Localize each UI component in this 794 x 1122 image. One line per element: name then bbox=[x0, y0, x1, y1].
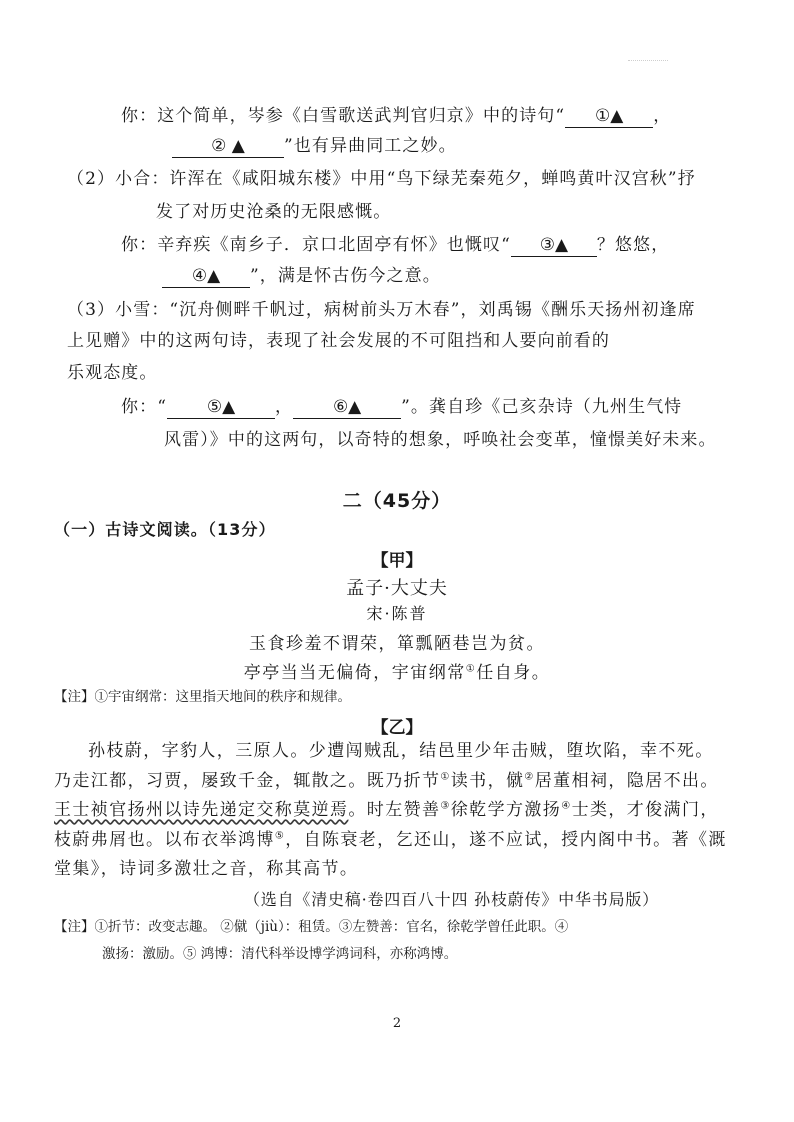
answer-blank-3[interactable]: ③▲ bbox=[511, 234, 597, 257]
q1-line-1: 你：这个简单，岑参《白雪歌送武判官归京》中的诗句“ ①▲ ， bbox=[121, 106, 672, 126]
answer-blank-1[interactable]: ①▲ bbox=[565, 105, 653, 128]
subsection-title: （一）古诗文阅读。（13分） bbox=[54, 520, 276, 539]
section-title: 二（45分） bbox=[342, 490, 452, 512]
page-number: 2 bbox=[392, 1016, 402, 1031]
q2-line-4: ④▲ ”，满是怀古伤今之意。 bbox=[162, 264, 441, 288]
q2-line-3: 你：辛弃疾《南乡子．京口北固亭有怀》也慨叹“ ③▲ ？悠悠， bbox=[121, 235, 670, 255]
underlined-sentence: 王士祯官扬州以诗先递定交称莫逆焉 bbox=[54, 800, 349, 820]
prose-line-5: 堂集》，诗词多激壮之音，称其高节。 bbox=[54, 859, 359, 879]
poem-title: 孟子·大丈夫 bbox=[346, 578, 448, 599]
poem-author: 宋·陈普 bbox=[366, 604, 428, 623]
prose-line-2: 乃走江都，习贾，屡致千金，辄散之。既乃折节①读书，僦②居董相祠，隐居不出。 bbox=[54, 771, 719, 791]
prose-line-1: 孙枝蔚，字豹人，三原人。少遭闯贼乱，结邑里少年击贼，堕坎陷，幸不死。 bbox=[88, 741, 714, 761]
note-b-line-1: 【注】①折节：改变志趣。 ②僦（jiù）：租赁。③左赞善：官名，徐乾学曾任此职。④ bbox=[54, 919, 569, 935]
scan-mark bbox=[628, 60, 668, 67]
poem-line-2: 亭亭当当无偏倚，宇宙纲常①任自身。 bbox=[243, 663, 551, 683]
answer-blank-4[interactable]: ④▲ bbox=[162, 265, 250, 288]
prose-line-4: 枝蔚弗屑也。以布衣举鸿博⑤，自陈衰老，乞还山，遂不应试，授内阁中书。著《溉 bbox=[54, 830, 727, 850]
answer-blank-6[interactable]: ⑥▲ bbox=[293, 396, 401, 419]
note-a: 【注】①宇宙纲常：这里指天地间的秩序和规律。 bbox=[54, 689, 351, 705]
source-citation: （选自《清史稿·卷四百八十四 孙枝蔚传》中华书局版） bbox=[244, 890, 659, 909]
text-a-heading: 【甲】 bbox=[371, 551, 423, 571]
q3-line-3: 乐观态度。 bbox=[67, 363, 158, 383]
q3-line-4: 你：“ ⑤▲ ， ⑥▲ ”。龚自珍《己亥杂诗（九州生气恃 bbox=[121, 397, 683, 417]
poem-line-1: 玉食珍羞不谓荣，箪瓢陋巷岂为贫。 bbox=[249, 634, 545, 654]
q3-line-1: （3）小雪：“沉舟侧畔千帆过，病树前头万木春”，刘禹锡《酬乐天扬州初逢席 bbox=[67, 300, 696, 320]
text-b-heading: 【乙】 bbox=[371, 718, 423, 738]
q3-line-2: 上见赠》中的这两句诗，表现了社会发展的不可阻挡和人要向前看的 bbox=[67, 331, 610, 351]
q1-line-2: ② ▲ ”也有异曲同工之妙。 bbox=[172, 134, 457, 158]
answer-blank-5[interactable]: ⑤▲ bbox=[167, 396, 275, 419]
q2-line-2: 发了对历史沧桑的无限感慨。 bbox=[156, 202, 392, 222]
q2-line-1: （2）小合：许浑在《咸阳城东楼》中用“鸟下绿芜秦苑夕，蝉鸣黄叶汉宫秋”抒 bbox=[67, 169, 696, 189]
note-b-line-2: 激扬：激励。⑤ 鸿博：清代科举设博学鸿词科，亦称鸿博。 bbox=[102, 946, 458, 962]
q3-line-5: 风雷）》中的这两句，以奇特的想象，呼唤社会变革，憧憬美好未来。 bbox=[164, 430, 717, 450]
answer-blank-2[interactable]: ② ▲ bbox=[172, 135, 284, 158]
prose-line-3: 王士祯官扬州以诗先递定交称莫逆焉。时左赞善③徐乾学方激扬④士类，才俊满门， bbox=[54, 800, 719, 820]
